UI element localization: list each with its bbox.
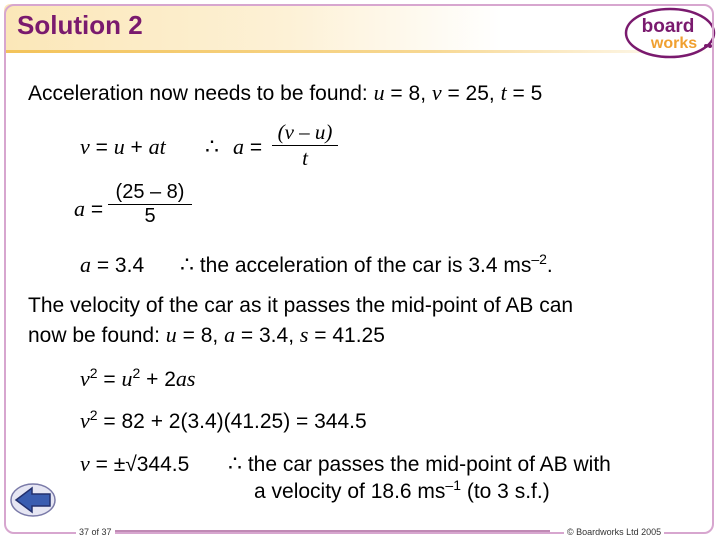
result-a-var: a xyxy=(80,252,91,277)
a-formula-lhs xyxy=(233,134,262,160)
intro-text: Acceleration now needs to be found: xyxy=(28,82,368,105)
paragraph2-line1: The velocity of the car as it passes the mid-point of AB can xyxy=(28,294,574,317)
final-statement-line1 xyxy=(228,451,611,477)
var-s: s xyxy=(299,322,309,347)
suvat-plus: + xyxy=(124,136,149,159)
title-underline xyxy=(4,50,716,53)
eq1-sup1: 2 xyxy=(89,365,98,381)
substitution-numerator: (25 – 8) xyxy=(115,181,185,203)
u-value: = 8, xyxy=(176,324,225,347)
final-text2: a velocity of 18.6 ms xyxy=(254,480,446,503)
eq2-sup: 2 xyxy=(89,407,98,423)
eq2-v: v xyxy=(80,408,90,433)
suvat-eq: = xyxy=(89,136,114,159)
suvat-equation xyxy=(80,134,166,160)
result-statement xyxy=(180,252,553,278)
footer-line xyxy=(110,530,550,532)
eq1-eq: = xyxy=(97,368,122,391)
eq1-as: as xyxy=(175,366,196,391)
boardworks-logo xyxy=(624,6,716,60)
suvat-at: at xyxy=(148,134,166,159)
equation-v-squared xyxy=(80,366,195,392)
final-statement-line2 xyxy=(254,477,550,504)
final-text1: the car passes the mid-point of AB with xyxy=(242,453,611,476)
para2-prefix: now be found: xyxy=(28,324,166,347)
a-value: = 3.4, xyxy=(235,324,300,347)
eq3-rest: = ±√344.5 xyxy=(89,453,190,476)
t-value: = 5 xyxy=(506,82,543,105)
eq1-sup2: 2 xyxy=(132,365,141,381)
substitution-lhs xyxy=(74,196,103,222)
v-value: = 25, xyxy=(441,82,501,105)
sub-eq: = xyxy=(85,198,104,221)
eq1-rest: + 2 xyxy=(140,368,176,391)
a-formula-fraction xyxy=(272,120,338,171)
copyright: © Boardworks Ltd 2005 xyxy=(564,527,664,537)
eq3-v: v xyxy=(80,451,90,476)
substitution-fraction xyxy=(108,181,192,228)
result-text: the acceleration of the car is 3.4 ms xyxy=(194,254,532,277)
final-superscript: –1 xyxy=(445,477,461,493)
therefore-symbol: ∴ xyxy=(180,252,194,277)
intro-line xyxy=(28,80,542,106)
var-u: u xyxy=(165,322,177,347)
slide-title: Solution 2 xyxy=(17,10,143,40)
substitution-denominator: 5 xyxy=(144,205,156,227)
page-number: 37 of 37 xyxy=(76,527,115,537)
a-formula-eq: = xyxy=(244,136,263,159)
final-end: (to 3 s.f.) xyxy=(461,480,550,503)
suvat-v: v xyxy=(80,134,90,159)
paragraph2-line2 xyxy=(28,322,385,348)
result-a-value: = 3.4 xyxy=(91,254,145,277)
a-formula-denominator: t xyxy=(302,146,308,170)
therefore-symbol: ∴ xyxy=(205,134,219,159)
eq2-rest: = 82 + 2(3.4)(41.25) = 344.5 xyxy=(97,410,367,433)
eq1-v: v xyxy=(80,366,90,391)
sub-a: a xyxy=(74,196,85,221)
therefore-symbol: ∴ xyxy=(228,451,242,476)
s-value: = 41.25 xyxy=(308,324,385,347)
equation-substituted xyxy=(80,408,367,434)
back-arrow-icon[interactable] xyxy=(8,480,58,520)
a-formula-a: a xyxy=(233,134,244,159)
logo-text-top: board xyxy=(641,16,695,37)
var-v: v xyxy=(431,80,442,105)
suvat-u: u xyxy=(113,134,125,159)
result-period: . xyxy=(546,254,553,277)
eq1-u: u xyxy=(121,366,133,391)
u-value: = 8, xyxy=(384,82,432,105)
var-t: t xyxy=(500,80,507,105)
result-unit-superscript: –2 xyxy=(531,251,547,267)
a-formula-numerator: (v – u) xyxy=(277,120,333,144)
equation-v-root xyxy=(80,451,189,477)
result-a xyxy=(80,252,144,278)
logo-text-bottom: works xyxy=(650,35,698,52)
var-a: a xyxy=(224,322,236,347)
var-u: u xyxy=(373,80,385,105)
